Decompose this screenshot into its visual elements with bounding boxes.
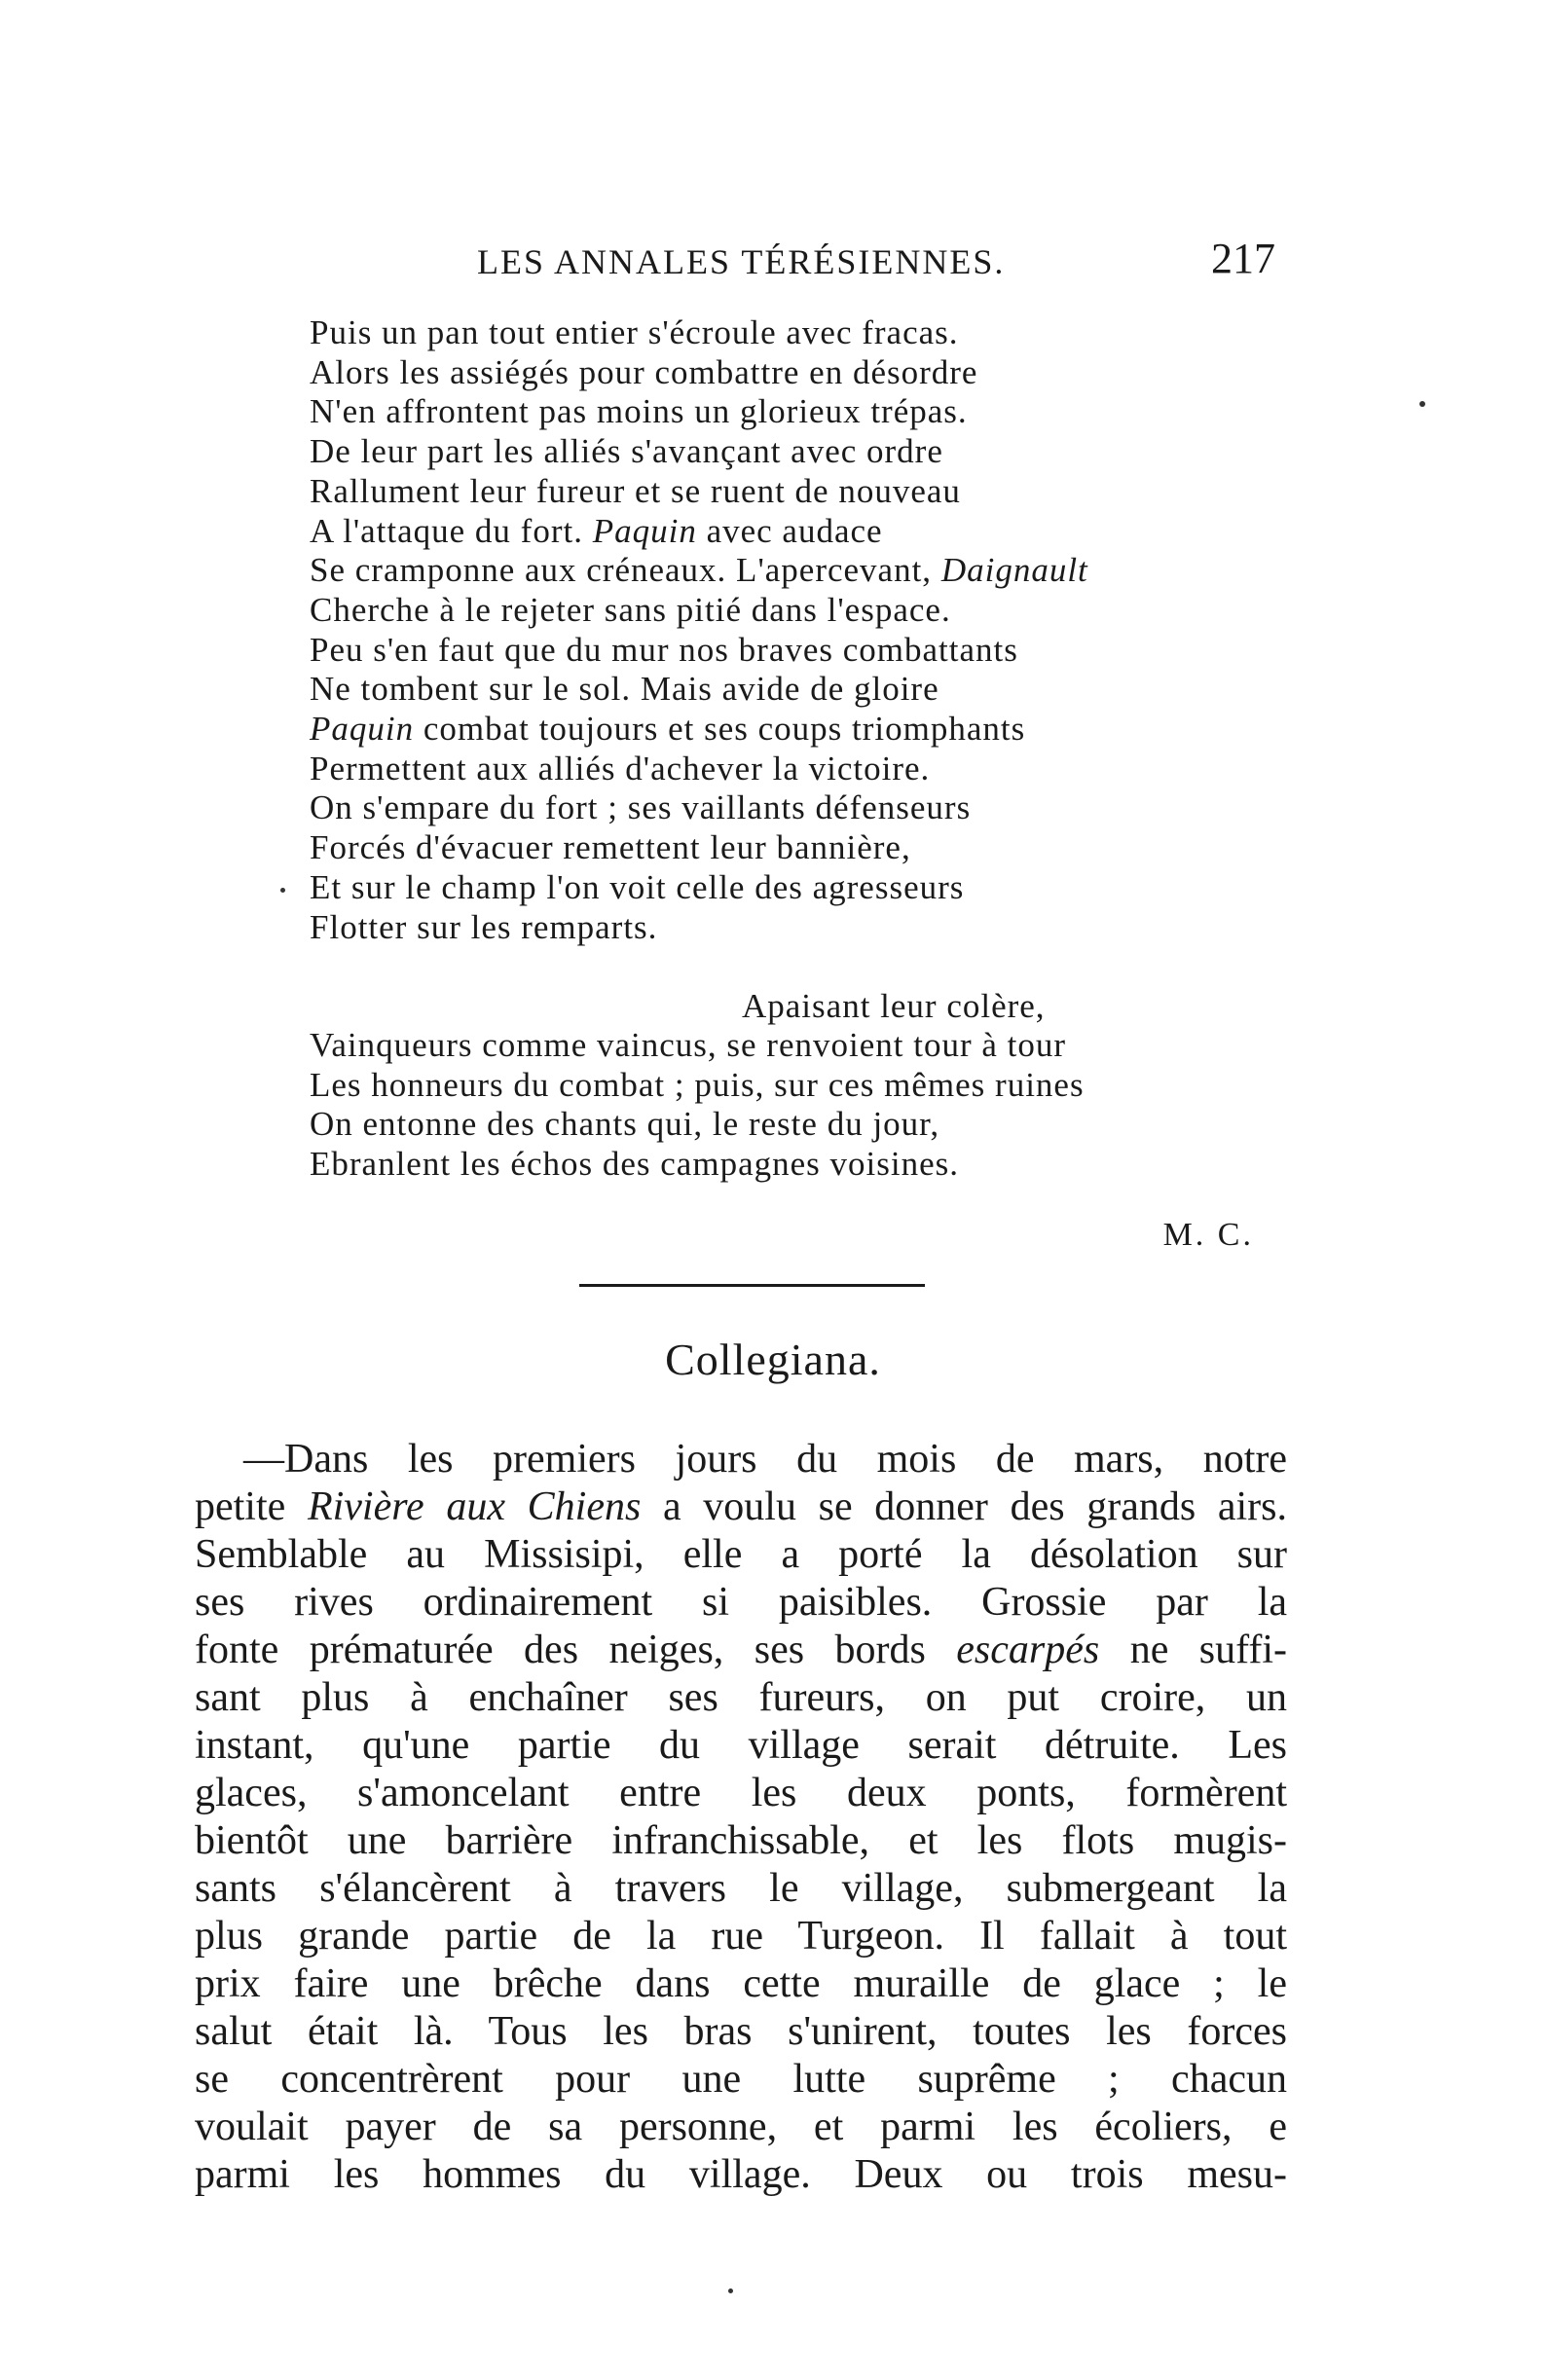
text-run: Se cramponne aux créneaux. L'apercevant, <box>310 551 941 590</box>
text-run: On s'empare du fort ; ses vaillants défenseurs <box>310 788 972 827</box>
poem-line <box>310 750 930 788</box>
text-run: plus grande partie de la rue Turgeon. Il fallait à tout <box>195 1914 1287 1959</box>
text-run: parmi les hommes du village. Deux ou trois mesu- <box>195 2152 1287 2197</box>
prose-line <box>195 1866 1287 1912</box>
text-run: Flotter sur les remparts. <box>310 907 658 946</box>
poem-line: Ebranlent les échos des campagnes voisines. <box>310 1144 959 1183</box>
text-run: Et sur le champ l'on voit celle des agresseurs <box>310 867 965 906</box>
prose-line <box>195 1484 1287 1530</box>
signature: M. C. <box>1162 1217 1254 1253</box>
prose-line <box>195 1675 1287 1721</box>
text-run: Semblable au Missisipi, elle a porté la désolation sur <box>195 1532 1287 1577</box>
poem-line <box>310 631 1018 670</box>
prose-line <box>195 1723 1287 1769</box>
text-run: De leur part les alliés s'avançant avec ordre <box>310 432 943 471</box>
prose-line <box>195 1961 1287 2007</box>
text-run: sants s'élancèrent à travers le village, submergeant la <box>195 1866 1287 1911</box>
text-run: salut était là. Tous les bras s'unirent, toutes les forces <box>195 2009 1287 2054</box>
poem-line: Les honneurs du combat ; puis, sur ces mêmes ruines <box>310 1065 1085 1104</box>
italic-text: Daignault <box>940 551 1088 590</box>
poem-line <box>310 868 964 907</box>
prose-line <box>195 1580 1287 1626</box>
prose-line <box>195 2057 1287 2103</box>
text-run: ne suffi- <box>1099 1628 1287 1672</box>
text-run: Forcés d'évacuer remettent leur bannière, <box>310 828 911 867</box>
text-run: Alors les assiégés pour combattre en désordre <box>310 352 978 391</box>
text-run: Cherche à le rejeter sans pitié dans l'espace. <box>310 590 951 629</box>
section-divider <box>579 1284 925 1287</box>
poem-line <box>310 670 939 709</box>
poem-line <box>310 828 911 867</box>
text-run: ses rives ordinairement si paisibles. Grossie par la <box>195 1580 1287 1625</box>
text-run: —Dans les premiers jours du mois de mars, notre <box>243 1437 1287 1482</box>
prose-line <box>195 2105 1287 2150</box>
prose-line <box>195 1914 1287 1959</box>
text-run: Rallument leur fureur et se ruent de nouveau <box>310 471 961 510</box>
page-number: 217 <box>1211 235 1275 282</box>
prose-line <box>195 1532 1287 1578</box>
poem-line <box>310 908 657 947</box>
text-run: sant plus à enchaîner ses fureurs, on put croire, un <box>195 1675 1287 1720</box>
poem-line: Apaisant leur colère, <box>742 987 1046 1025</box>
text-run: bientôt une barrière infranchissable, et les flots mugis- <box>195 1818 1287 1863</box>
prose-line <box>243 1437 1287 1483</box>
italic-text: escarpés <box>956 1628 1100 1672</box>
text-run: avec audace <box>696 511 883 550</box>
running-header <box>477 234 1275 292</box>
text-run: instant, qu'une partie du village serait détruite. Les <box>195 1723 1287 1768</box>
text-run: N'en affrontent pas moins un glorieux trépas. <box>310 392 968 431</box>
poem-line <box>310 512 883 551</box>
italic-text: Rivière aux Chiens <box>307 1484 642 1529</box>
text-run: Puis un pan tout entier s'écroule avec fracas. <box>310 313 959 351</box>
poem-line <box>310 392 968 431</box>
prose-line <box>195 1818 1287 1864</box>
running-title: LES ANNALES TÉRÉSIENNES. <box>477 242 1006 281</box>
section-title: Collegiana. <box>665 1335 881 1384</box>
poem-line <box>310 353 977 392</box>
poem-line: On entonne des chants qui, le reste du jour, <box>310 1105 940 1143</box>
poem-line <box>310 788 971 827</box>
text-run: se concentrèrent pour une lutte suprême ; chacun <box>195 2057 1287 2102</box>
poem-line: Vainqueurs comme vaincus, se renvoient tour à tour <box>310 1026 1067 1064</box>
poem-line <box>310 432 943 471</box>
text-run: Permettent aux alliés d'achever la victoire. <box>310 749 931 787</box>
italic-text: Paquin <box>310 710 415 748</box>
text-run: a voulu se donner des grands airs. <box>641 1484 1288 1529</box>
text-run: Peu s'en faut que du mur nos braves combattants <box>310 630 1018 669</box>
text-run: Ne tombent sur le sol. Mais avide de gloire <box>310 670 939 709</box>
prose-line <box>195 1628 1287 1673</box>
text-run: petite <box>195 1484 308 1529</box>
poem-line <box>310 591 951 630</box>
poem-line <box>310 551 1088 590</box>
prose-line <box>195 1771 1287 1816</box>
text-run: fonte prématurée des neiges, ses bords <box>195 1628 957 1672</box>
prose-line <box>195 2152 1287 2198</box>
text-run: combat toujours et ses coups triomphants <box>414 710 1026 748</box>
text-run: A l'attaque du fort. <box>310 511 593 550</box>
text-run: glaces, s'amoncelant entre les deux ponts, formèrent <box>195 1771 1287 1815</box>
print-speck <box>728 2288 733 2293</box>
print-speck <box>280 888 285 893</box>
poem-line <box>310 313 959 352</box>
prose-line <box>195 2009 1287 2055</box>
print-speck <box>1419 401 1425 407</box>
text-run: prix faire une brêche dans cette muraille de glace ; le <box>195 1961 1287 2006</box>
italic-text: Paquin <box>592 511 697 550</box>
poem-line <box>310 710 1025 749</box>
text-run: voulait payer de sa personne, et parmi les écoliers, e <box>195 2105 1287 2149</box>
poem-line <box>310 472 961 511</box>
